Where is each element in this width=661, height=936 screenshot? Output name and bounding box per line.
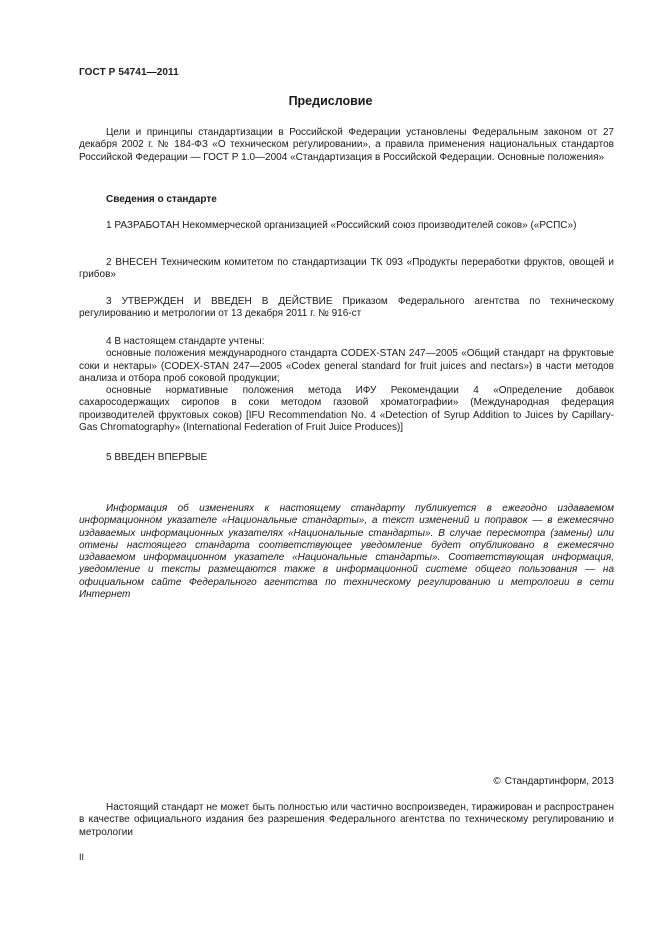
page-number: II <box>79 852 85 862</box>
copyright-icon: © <box>493 776 501 787</box>
item-1-paragraph: 1 РАЗРАБОТАН Некоммерческой организацией «Российский союз производителей соков» («РСПС») <box>106 220 577 231</box>
item-4-part-1: основные положения международного стандарта CODEX-STAN 247—2005 «Общий стандарт на фруктовые соки и нектары» (CODEX-STAN 247—2005 «Codex general standard for fruit juices and nectars») в части методов анализа и отбора проб соковой продукции; <box>79 348 614 384</box>
intro-section <box>79 127 614 164</box>
intro-paragraph: Цели и принципы стандартизации в Российской Федерации установлены Федеральным законом от 27 декабря 2002 г. № 184-ФЗ «О техническом регулировании», а правила применения национальных стандартов Российской Федерации — ГОСТ Р 1.0—2004 «Стандартизация в Российской Федерации. Основные положения» <box>79 127 614 163</box>
item-1-section <box>79 220 614 232</box>
item-3-section <box>79 296 614 321</box>
item-2-paragraph: 2 ВНЕСЕН Техническим комитетом по стандартизации ТК 093 «Продукты переработки фруктов, овощей и грибов» <box>79 257 614 281</box>
notice-paragraph: Информация об изменениях к настоящему стандарту публикуется в ежегодно издаваемом информационном указателе «Национальные стандарты», а текст изменений и поправок — в ежемесячно издаваемых информационных указателях «Национальные стандарты». В случае пересмотра (замены) или отмены настоящего стандарта соответствующее уведомление будет опубликовано в ежемесячно издаваемом информационном указателе «Национальные стандарты». Соответствующая информация, уведомление и тексты размещаются также в информационной системе общего пользования — на официальном сайте Федерального агентства по техническому регулированию и метрологии в сети Интернет <box>79 503 614 601</box>
page-title: Предисловие <box>288 94 373 108</box>
item-5-paragraph: 5 ВВЕДЕН ВПЕРВЫЕ <box>106 452 208 463</box>
item-4-lead: 4 В настоящем стандарте учтены: <box>106 336 265 347</box>
item-4-part-2: основные нормативные положения метода ИФУ Рекомендации 4 «Определение добавок сахаросодержащих сиропов в соки методом газовой хроматографии» (Международная федерация производителей фруктовых соков) [IFU Recommendation No. 4 «Detection of Syrup Addition to Juices by Capillary-Gas Chromatography» (International Federation of Fruit Juice Produces)] <box>79 385 614 434</box>
document-header: ГОСТ Р 54741—2011 <box>79 67 179 78</box>
standard-info-heading: Сведения о стандарте <box>106 194 217 205</box>
item-3-paragraph: 3 УТВЕРЖДЕН И ВВЕДЕН В ДЕЙСТВИЕ Приказом Федерального агентства по техническому регулированию и метрологии от 13 декабря 2011 г. № 916-ст <box>79 296 614 320</box>
copyright-line <box>493 776 614 787</box>
item-4-section <box>79 336 614 434</box>
item-5-section <box>79 452 614 464</box>
item-2-section <box>79 257 614 282</box>
subheading-section <box>79 194 614 206</box>
notice-section <box>79 503 614 601</box>
rights-paragraph: Настоящий стандарт не может быть полностью или частично воспроизведен, тиражирован и распространен в качестве официального издания без разрешения Федерального агентства по техническому регулированию и метрологии <box>79 802 614 838</box>
rights-section <box>79 802 614 839</box>
copyright-text: Стандартинформ, 2013 <box>504 776 614 787</box>
